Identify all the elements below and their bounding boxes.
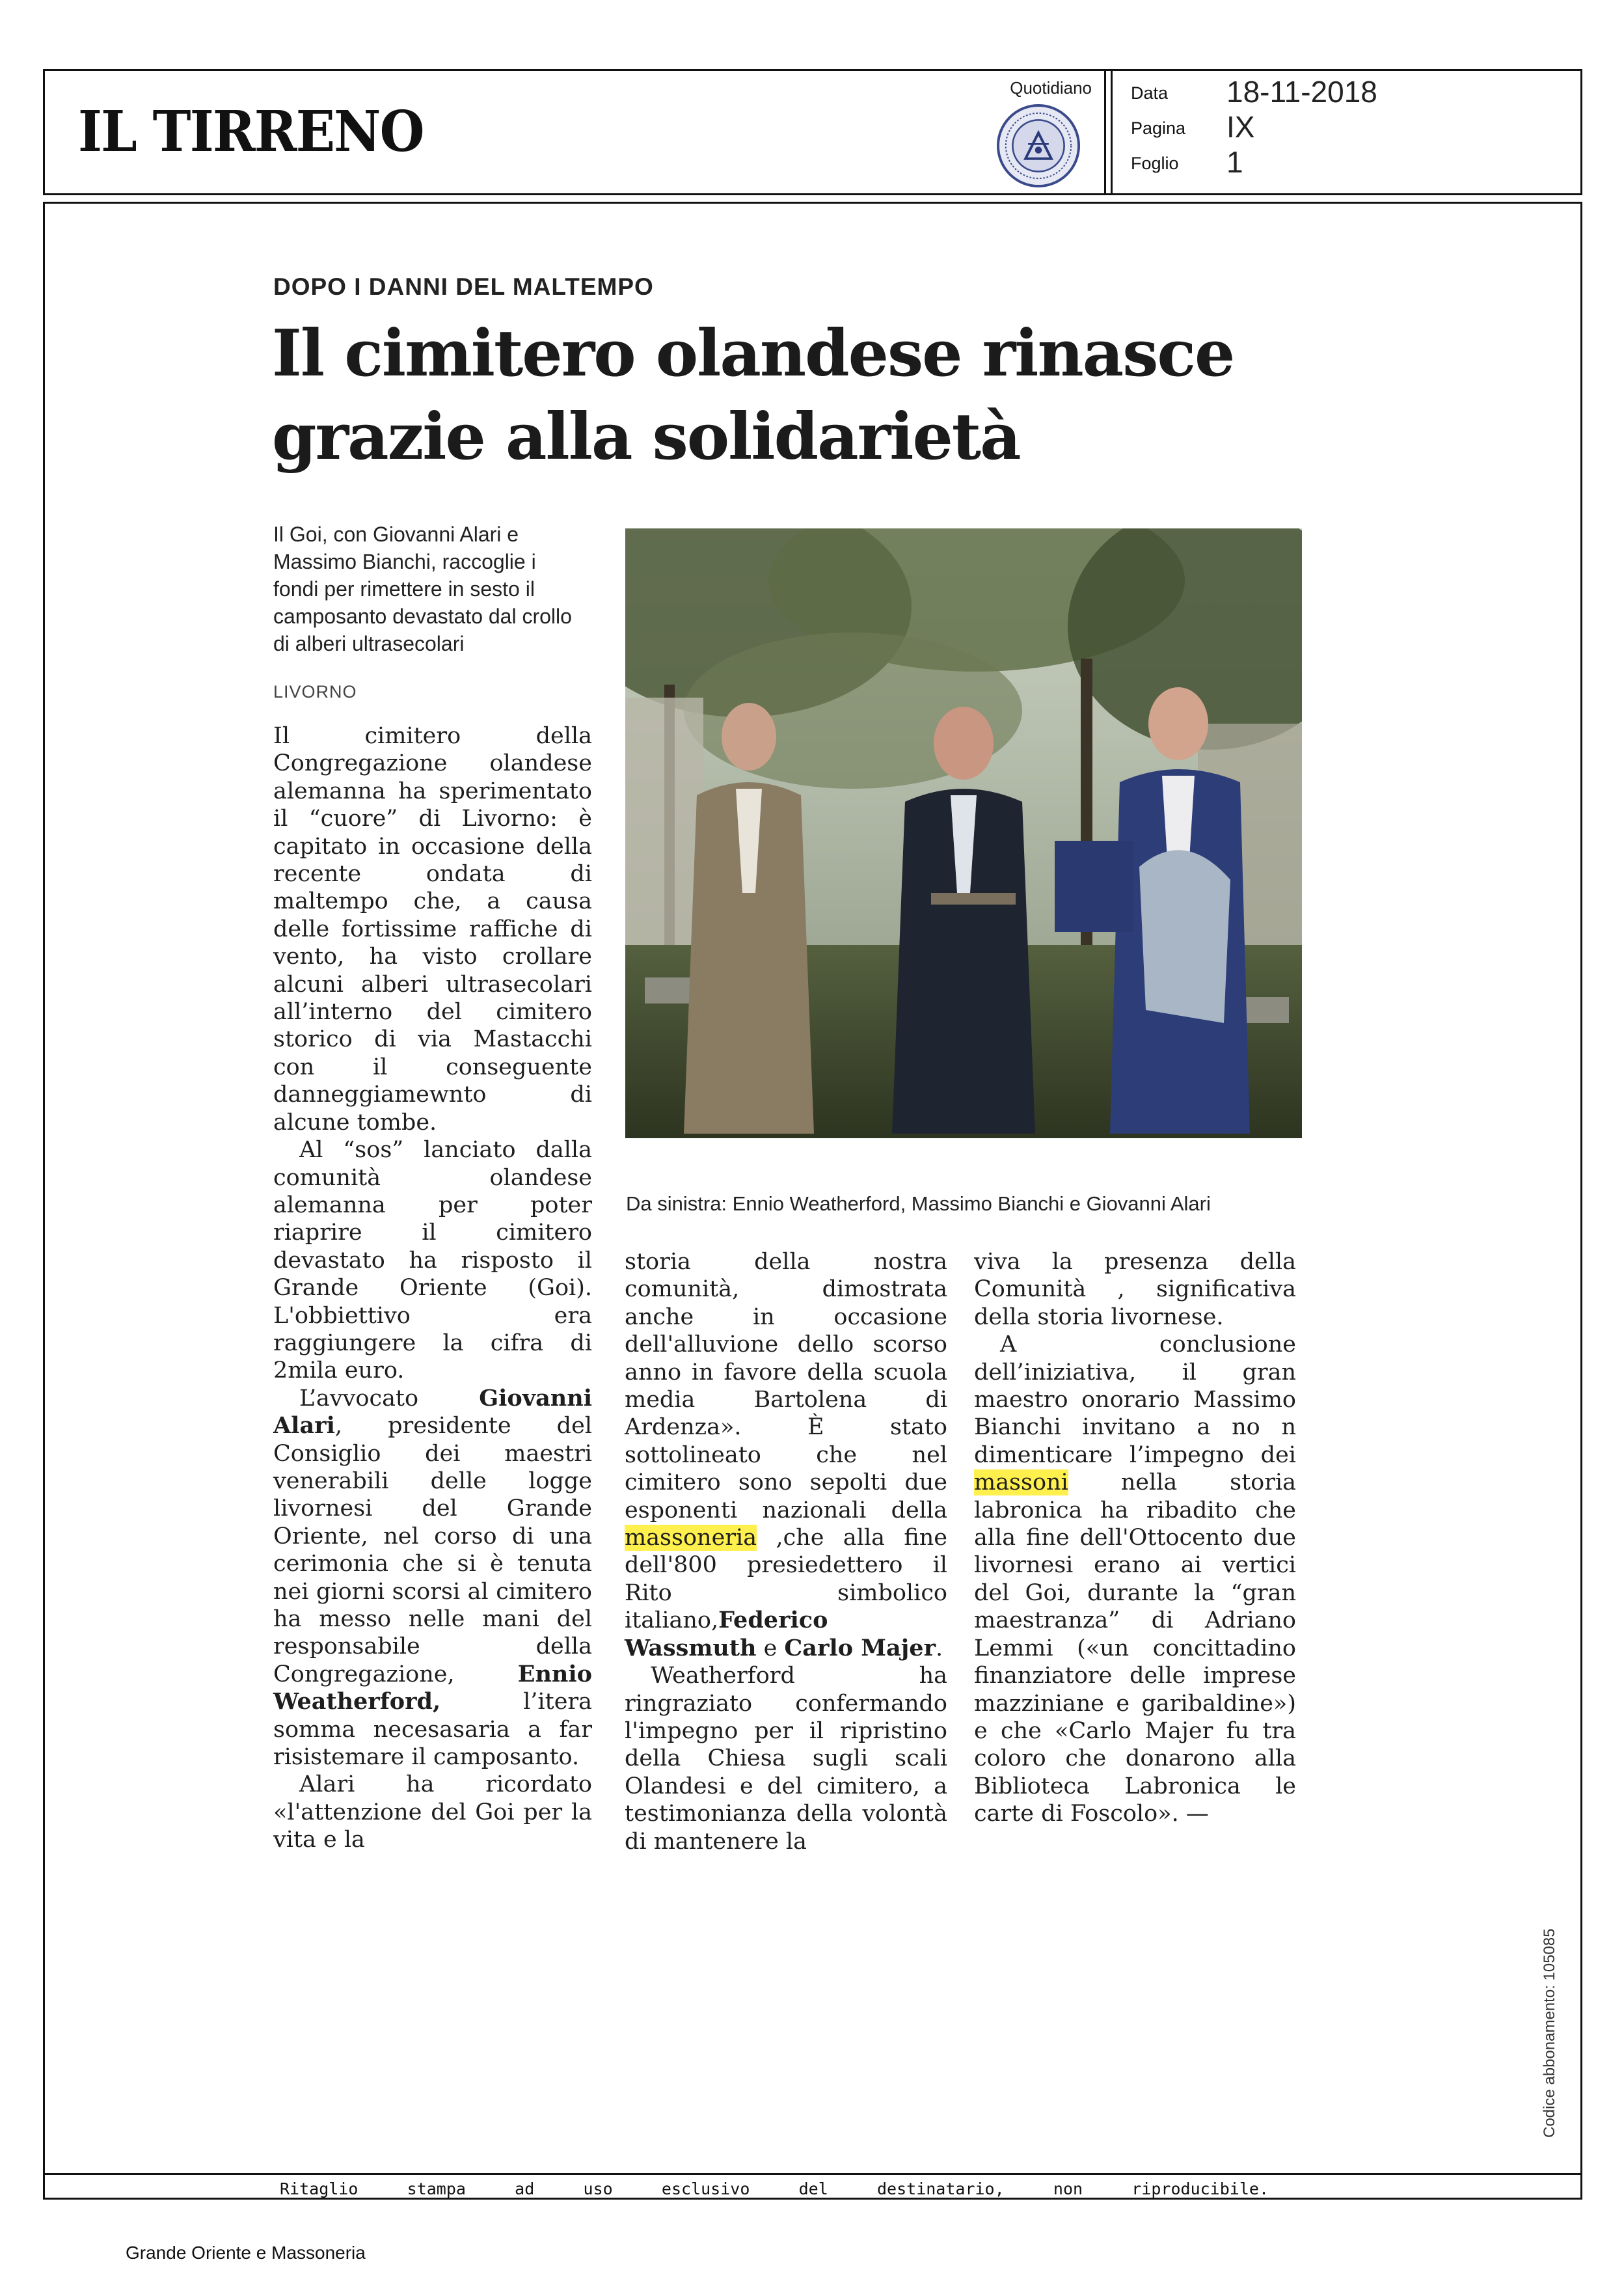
headline-line-1: Il cimitero olandese rinasce (272, 316, 1234, 391)
article-kicker: DOPO I DANNI DEL MALTEMPO (273, 273, 654, 300)
highlighted-term: massoni (974, 1469, 1068, 1496)
paragraph: L’avvocato Giovanni Alari, presidente del Consiglio dei maestri venerabili delle logge livornesi del Grande Oriente, nel corso di una cerimonia che si è tenuta nei giorni scorsi al cimitero ha messo nelle mani del responsabile della Congregazione, Ennio Weatherford, l’itera somma necesasaria a far risistemare il camposanto. (273, 1384, 592, 1771)
paragraph: Il cimitero della Congregazione olandese alemanna ha sperimentato il “cuore” di Livorno: è capitato in occasione della recente ondata di maltempo che, a causa delle fortissime raffiche di vento, ha visto crollare alcuni alberi ultrasecolari all’interno del cimitero storico di via Mastacchi con il conseguente danneggiamewnto di alcune tombe. (273, 723, 592, 1136)
header-divider (1111, 69, 1113, 195)
highlighted-term: massoneria (625, 1525, 757, 1551)
person-name: Giovanni Alari (273, 1384, 592, 1440)
footer-source: Grande Oriente e Massoneria (126, 2243, 366, 2263)
person-name: Federico Wassmuth (625, 1607, 828, 1661)
header-divider (1104, 69, 1106, 195)
article-photo (625, 528, 1302, 1138)
subscription-code: Codice abbonamento: 105085 (1541, 1928, 1558, 2138)
bottom-rule (43, 2173, 1582, 2175)
article-column-2 (625, 1248, 947, 1855)
quotidiano-label: Quotidiano (1010, 78, 1092, 98)
headline-line-2: grazie alla solidarietà (272, 400, 1020, 474)
meta-value-data: 18-11-2018 (1226, 75, 1377, 109)
paragraph: Al “sos” lanciato dalla comunità olandese alemanna per poter riaprire il cimitero devastato ha risposto il Grande Oriente (Goi). L'obbiettivo era raggiungere la cifra di 2mila euro. (273, 1137, 592, 1384)
masthead: IL TIRRENO (78, 99, 424, 165)
article-dateline: LIVORNO (273, 682, 357, 702)
paragraph: viva la presenza della Comunità , significativa della storia livornese. (974, 1249, 1296, 1330)
paragraph: Alari ha ricordato «l'attenzione del Goi per la vita e la (273, 1771, 592, 1853)
article-subhead: Il Goi, con Giovanni Alari e Massimo Bianchi, raccoglie i fondi per rimettere in sesto il camposanto devastato dal crollo di alberi ultrasecolari (273, 523, 572, 655)
article-column-1 (273, 722, 592, 1854)
paragraph: storia della nostra comunità, dimostrata anche in occasione dell'alluvione dello scorso anno in favore della scuola media Bartolena di Ardenza». È stato sottolineato che nel cimitero sono sepolti due esponenti nazionali della massoneria ,che alla fine dell'800 presiedettero il Rito simbolico italiano,Federico Wassmuth e Carlo Majer. (625, 1249, 947, 1661)
meta-value-pagina: IX (1226, 110, 1255, 144)
meta-label-pagina: Pagina (1131, 118, 1186, 138)
seal-icon (995, 103, 1081, 189)
meta-value-foglio: 1 (1226, 145, 1243, 179)
article-column-3 (974, 1248, 1296, 1828)
person-name: Carlo Majer (784, 1634, 936, 1661)
paragraph: A conclusione dell’iniziativa, il gran maestro onorario Massimo Bianchi invitano a no n dimenticare l’impegno dei massoni nella storia labronica ha ribadito che alla fine dell'Ottocento due livornesi erano ai vertici del Goi, durante la “gran maestranza” di Adriano Lemmi («un concittadino finanziatore delle imprese mazziniane e garibaldine») e che «Carlo Majer fu tra coloro che donarono alla Biblioteca Labronica le carte di Foscolo». — (974, 1331, 1296, 1827)
paragraph: Weatherford ha ringraziato confermando l'impegno per il ripristino della Chiesa sugli scali Olandesi e del cimitero, a testimonianza della volontà di mantenere la (625, 1663, 947, 1855)
article-headline (272, 312, 1313, 479)
person-name: Ennio Weatherford, (273, 1660, 592, 1715)
meta-label-foglio: Foglio (1131, 154, 1179, 173)
meta-label-data: Data (1131, 83, 1169, 103)
disclaimer: Ritaglio stampa ad uso esclusivo del destinatario, non riproducibile. (280, 2179, 1269, 2198)
photo-caption: Da sinistra: Ennio Weatherford, Massimo Bianchi e Giovanni Alari (626, 1192, 1211, 1215)
